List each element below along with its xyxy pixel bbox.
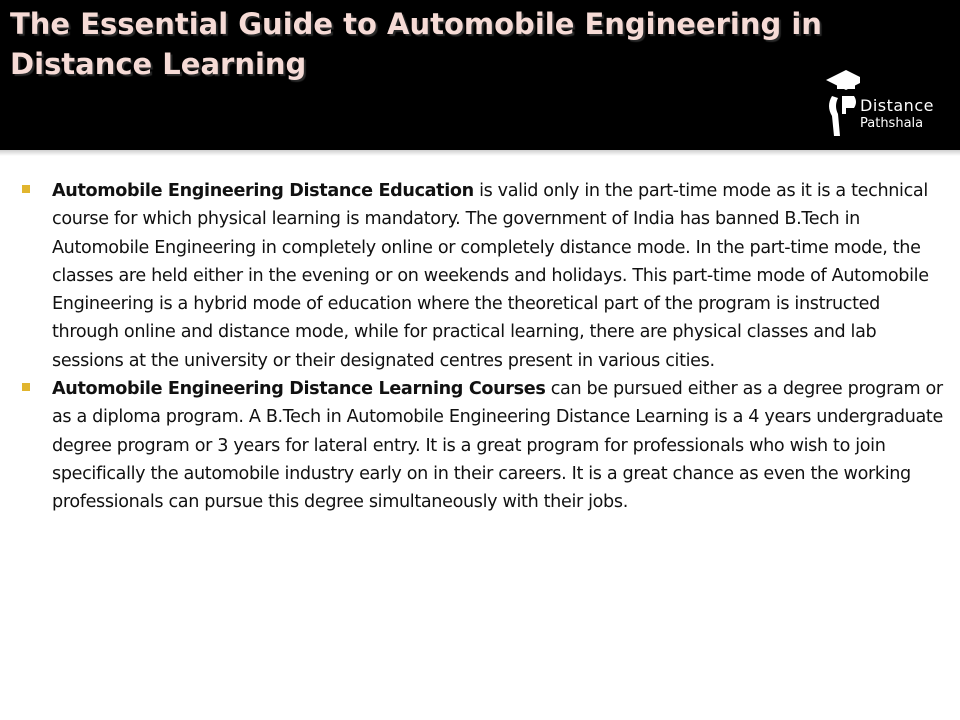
graduation-cap-icon bbox=[824, 68, 860, 140]
bullet-2-text: can be pursued either as a degree program or as a diploma program. A B.Tech in Automobile Engineering Distance Learning is a 4 years undergraduate degree program or 3 years for lateral entry. It is a great program for professionals who wish to join specifically the automobile industry early on in their careers. It is a great chance as even the working professionals can pursue this degree simultaneously with their jobs. bbox=[52, 379, 943, 513]
slide-content bbox=[22, 177, 944, 517]
bullet-2-bold: Automobile Engineering Distance Learning Courses bbox=[52, 379, 546, 400]
bullet-1-bold: Automobile Engineering Distance Education bbox=[52, 181, 474, 201]
slide-header bbox=[0, 0, 960, 150]
slide-title: The Essential Guide to Automobile Engineering in Distance Learning bbox=[10, 7, 822, 81]
square-bullet-icon bbox=[22, 383, 30, 391]
distance-pathshala-logo bbox=[824, 68, 944, 140]
header-divider bbox=[0, 150, 960, 156]
bullet-item-1 bbox=[22, 177, 944, 375]
logo-word-distance: Distance bbox=[860, 96, 934, 115]
square-bullet-icon bbox=[22, 185, 30, 193]
bullet-1-text: is valid only in the part-time mode as it is a technical course for which physical learning is mandatory. The government of India has banned B.Tech in Automobile Engineering in completely online or completely distance mode. In the part-time mode, the classes are held either in the evening or on weekends and holidays. This part-time mode of Automobile Engineering is a hybrid mode of education where the theoretical part of the program is instructed through online and distance mode, while for practical learning, there are physical classes and lab sessions at the university or their designated centres present in various cities. bbox=[52, 181, 929, 371]
logo-word-pathshala: Pathshala bbox=[860, 116, 924, 131]
bullet-item-2 bbox=[22, 375, 944, 516]
